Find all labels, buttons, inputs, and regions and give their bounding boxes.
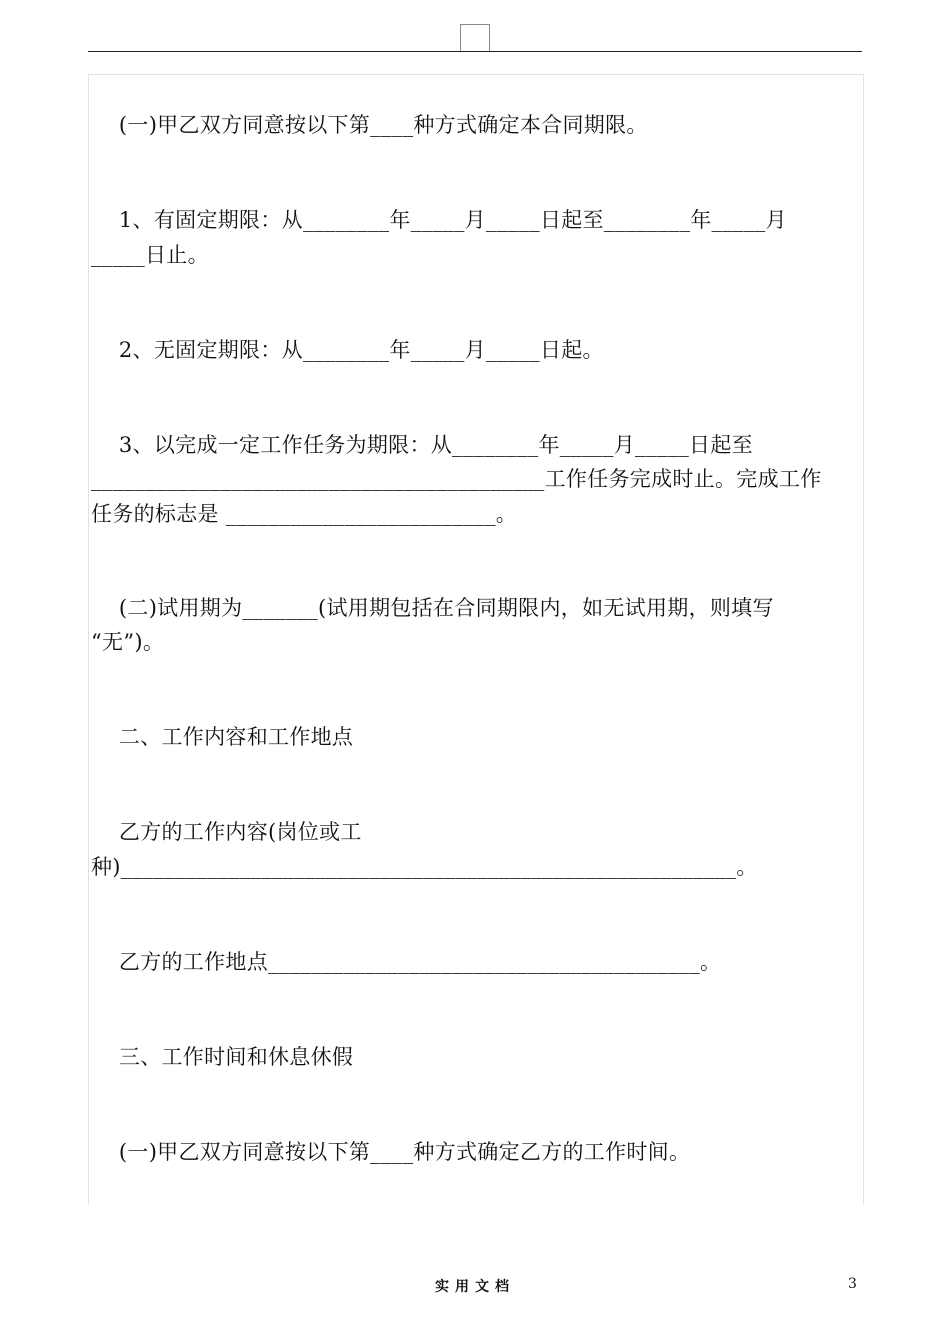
term-method-clause: (一)甲乙双方同意按以下第____种方式确定本合同期限。 <box>91 113 648 137</box>
task-term-option-cont: __________________________________________工作任务完成时止。完成工作 <box>91 467 822 491</box>
work-hours-clause: (一)甲乙双方同意按以下第____种方式确定乙方的工作时间。 <box>91 1140 691 1164</box>
section-heading-work-hours: 三、工作时间和休息休假 <box>91 1045 354 1069</box>
probation-clause: (二)试用期为_______(试用期包括在合同期限内，如无试用期，则填写 <box>91 596 774 620</box>
fixed-term-option: 1、有固定期限：从________年_____月_____日起至________年_____月 <box>91 208 787 232</box>
work-content-clause-cont: 种)_________________________________________________________。 <box>91 855 758 879</box>
section-heading-work-content: 二、工作内容和工作地点 <box>91 725 354 749</box>
probation-clause-cont: “无”)。 <box>91 630 165 654</box>
footer-title: 实用文档 <box>435 1279 515 1295</box>
work-location-clause: 乙方的工作地点________________________________________。 <box>91 950 722 974</box>
work-content-clause: 乙方的工作内容(岗位或工 <box>91 820 362 844</box>
header-tab <box>460 24 490 52</box>
fixed-term-option-cont: _____日止。 <box>91 243 209 267</box>
open-term-option: 2、无固定期限：从________年_____月_____日起。 <box>91 338 604 362</box>
task-term-option-end: 任务的标志是 _________________________。 <box>91 502 518 526</box>
header-rule <box>88 51 862 52</box>
task-term-option: 3、以完成一定工作任务为期限：从________年_____月_____日起至 <box>91 433 753 457</box>
page-number: 3 <box>848 1276 857 1292</box>
